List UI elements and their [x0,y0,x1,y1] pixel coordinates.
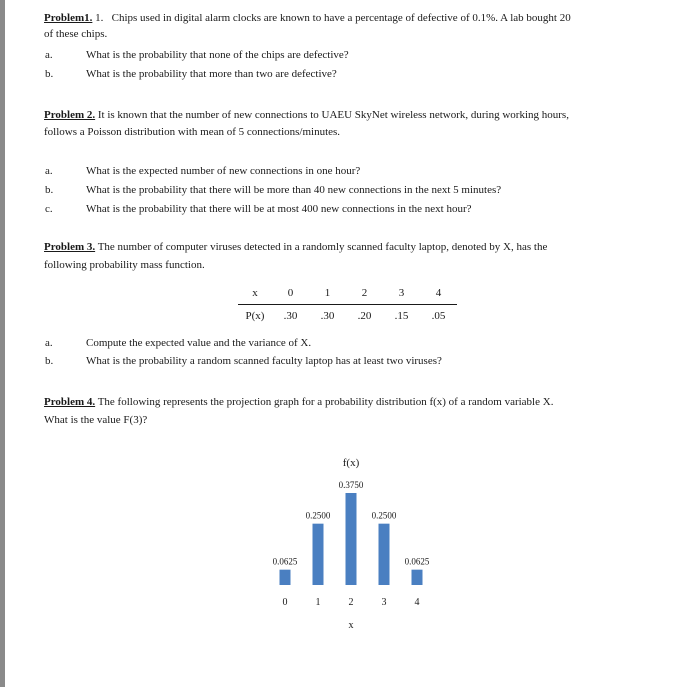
problem3-item-b-text: What is the probability a random scanned faculty laptop has at least two viruses? [86,355,442,367]
x-tick-4: 4 [414,597,420,608]
pmf-table-p-cell: .30 [283,310,298,322]
problem3-text-l1: The number of computer viruses detected in a randomly scanned faculty laptop, denoted by X, has the [97,241,548,253]
x-tick-3: 3 [381,597,387,608]
pmf-bar-chart-svg [230,450,480,640]
pmf-table-p-row [238,305,457,328]
problem4-line1 [44,395,553,409]
problem2-item-b-text: What is the probability that there will be more than 40 new connections in the next 5 minutes? [86,184,502,196]
page-left-edge [0,0,5,687]
pmf-table-x-row [238,282,457,305]
pmf-table-p-cell: .20 [357,310,372,322]
data-label-2: 0.3750 [338,480,364,490]
data-label-1: 0.2500 [305,510,331,521]
data-label-3: 0.2500 [371,510,397,521]
pmf-table-x-cell: 2 [346,282,383,305]
problem2-text-l2: follows a Poisson distribution with mean of 5 connections/minutes. [44,126,341,138]
bar-3 [379,524,390,585]
problem1-item-b-label: b. [45,68,54,80]
problem2-title: Problem 2. [44,109,96,121]
problem1-line1 [44,11,571,25]
problem3-line1 [44,240,547,254]
pmf-table-p-header: P(x) [245,310,265,322]
problem1-number: 1. [95,12,104,24]
problem1-item-a-label: a. [45,49,53,61]
data-label-4: 0.0625 [404,556,430,567]
pmf-table-x-cell: 4 [420,282,457,305]
problem4-title: Problem 4. [44,396,96,408]
bar-0 [280,570,291,585]
pmf-table-x-cell: 3 [383,282,420,305]
pmf-table-x-cell: 0 [272,282,309,305]
problem3-item-a-label: a. [45,337,53,349]
pmf-table [238,282,457,327]
pmf-bar-chart [230,450,480,640]
x-axis-label: x [348,620,354,631]
problem1-title: Problem1. [44,12,93,24]
problem3-item-b-label: b. [45,355,54,367]
problem1-text-l1: Chips used in digital alarm clocks are known to have a percentage of defective of 0.1%. A lab bought 20 [111,12,571,24]
bar-2 [346,493,357,585]
problem2-item-b-label: b. [45,184,54,196]
bar-4 [412,570,423,585]
problem2-line1 [44,108,569,122]
pmf-table-x-cell: 1 [309,282,346,305]
pmf-table-p-cell: .05 [431,310,446,322]
problem3-item-a-text: Compute the expected value and the variance of X. [86,337,312,349]
chart-title: f(x) [342,457,360,469]
problem1-item-b-text: What is the probability that more than two are defective? [86,68,337,80]
data-label-0: 0.0625 [272,556,298,567]
problem4-text-l1: The following represents the projection graph for a probability distribution f(x) of a random variable X. [97,396,554,408]
problem1-text-l2: of these chips. [44,28,108,40]
problem3-text-l2: following probability mass function. [44,259,205,271]
problem3-title: Problem 3. [44,241,96,253]
bar-1 [313,524,324,585]
problem1-item-a-text: What is the probability that none of the chips are defective? [86,49,349,61]
pmf-table-p-cell: .15 [394,310,409,322]
pmf-table-p-cell: .30 [320,310,335,322]
x-tick-1: 1 [315,597,321,608]
problem2-item-a-label: a. [45,165,53,177]
problem2-item-c-text: What is the probability that there will be at most 400 new connections in the next hour? [86,203,472,215]
problem2-item-a-text: What is the expected number of new connections in one hour? [86,165,361,177]
problem2-text-l1: It is known that the number of new connections to UAEU SkyNet wireless network, during working hours, [97,109,569,121]
x-tick-2: 2 [348,597,354,608]
problem4-text-l2: What is the value F(3)? [44,414,148,426]
x-tick-0: 0 [282,597,288,608]
problem2-item-c-label: c. [45,203,53,215]
pmf-table-x-header: x [238,282,272,305]
